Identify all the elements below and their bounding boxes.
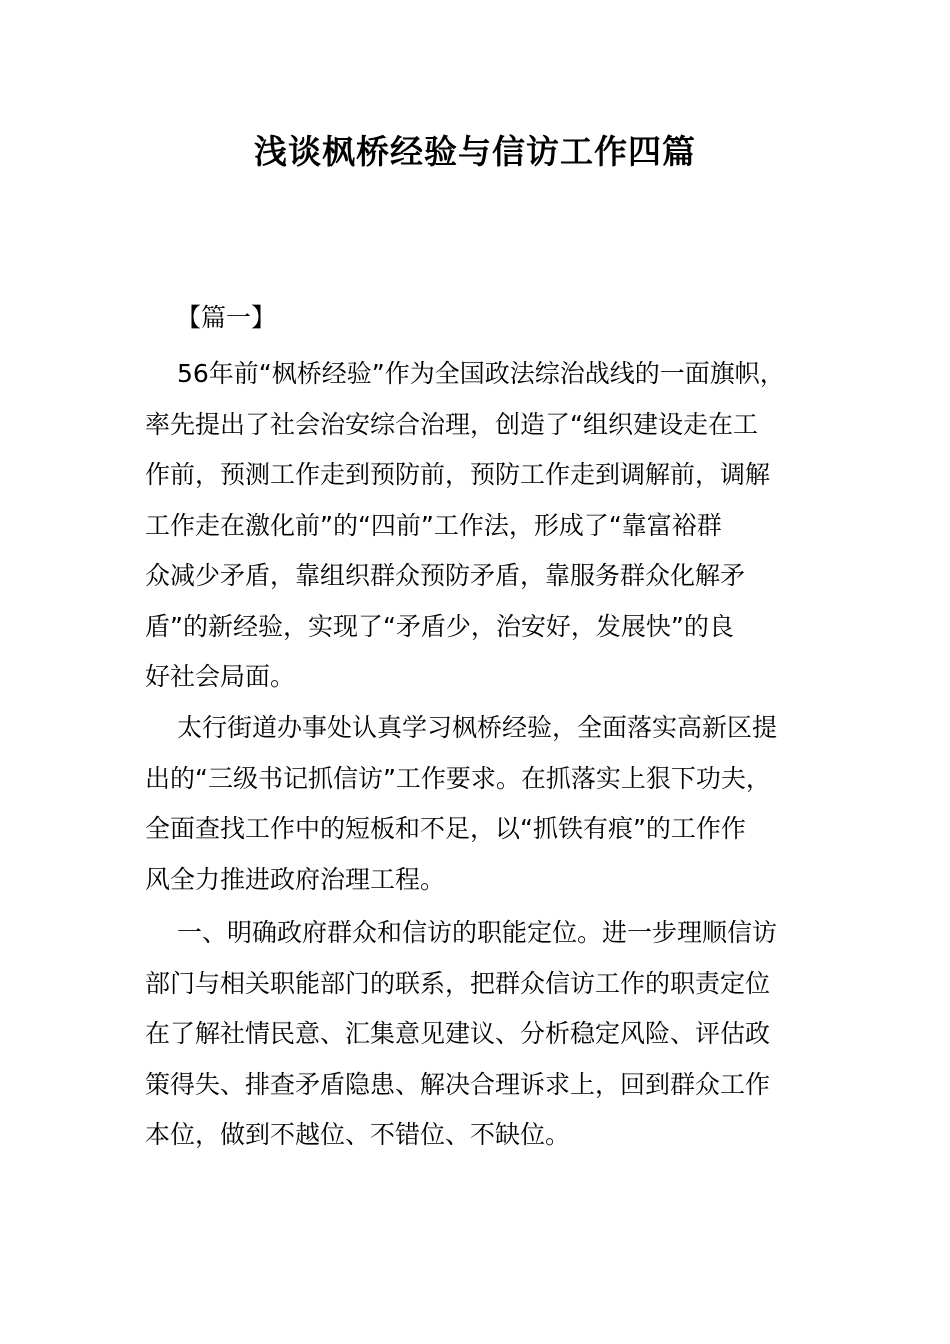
- document-title: 浅谈枫桥经验与信访工作四篇: [254, 132, 696, 171]
- paragraph-line: 本位，做到不越位、不错位、不缺位。: [145, 1120, 571, 1149]
- paragraph-2: [145, 703, 805, 905]
- paragraph-line: 工作走在激化前”的“四前”工作法，形成了“靠富裕群: [145, 510, 722, 540]
- paragraph-line: 策得失、排查矛盾隐患、解决合理诉求上，回到群众工作: [145, 1069, 771, 1099]
- paragraph-line: 全面查找工作中的短板和不足，以“抓铁有痕”的工作作: [145, 814, 746, 843]
- paragraph-line: 一、明确政府群众和信访的职能定位。进一步理顺信访: [177, 918, 778, 947]
- paragraph-line: 好社会局面。: [145, 662, 296, 691]
- paragraph-1: [145, 349, 805, 703]
- paragraph-line: 众减少矛盾，靠组织群众预防矛盾，靠服务群众化解矛: [145, 561, 746, 590]
- paragraph-line: 在了解社情民意、汇集意见建议、分析稳定风险、评估政: [145, 1019, 771, 1048]
- paragraph-line: 太行街道办事处认真学习枫桥经验，全面落实高新区提: [177, 713, 778, 742]
- paragraph-line: 作前，预测工作走到预防前，预防工作走到调解前，调解: [145, 460, 771, 489]
- paragraph-3: [145, 908, 805, 1161]
- paragraph-line: 出的“三级书记抓信访”工作要求。在抓落实上狠下功夫，: [145, 763, 771, 793]
- paragraph-line: 部门与相关职能部门的联系，把群众信访工作的职责定位: [145, 968, 771, 998]
- paragraph-line: 56年前“枫桥经验”作为全国政法综治战线的一面旗帜，: [177, 359, 785, 388]
- paragraph-line: 风全力推进政府治理工程。: [145, 864, 446, 894]
- paragraph-line: 盾”的新经验，实现了“矛盾少，治安好，发展快”的良: [145, 611, 734, 641]
- paragraph-line: 率先提出了社会治安综合治理，创造了“组织建设走在工: [145, 409, 758, 439]
- section-heading: 【篇一】: [176, 303, 277, 332]
